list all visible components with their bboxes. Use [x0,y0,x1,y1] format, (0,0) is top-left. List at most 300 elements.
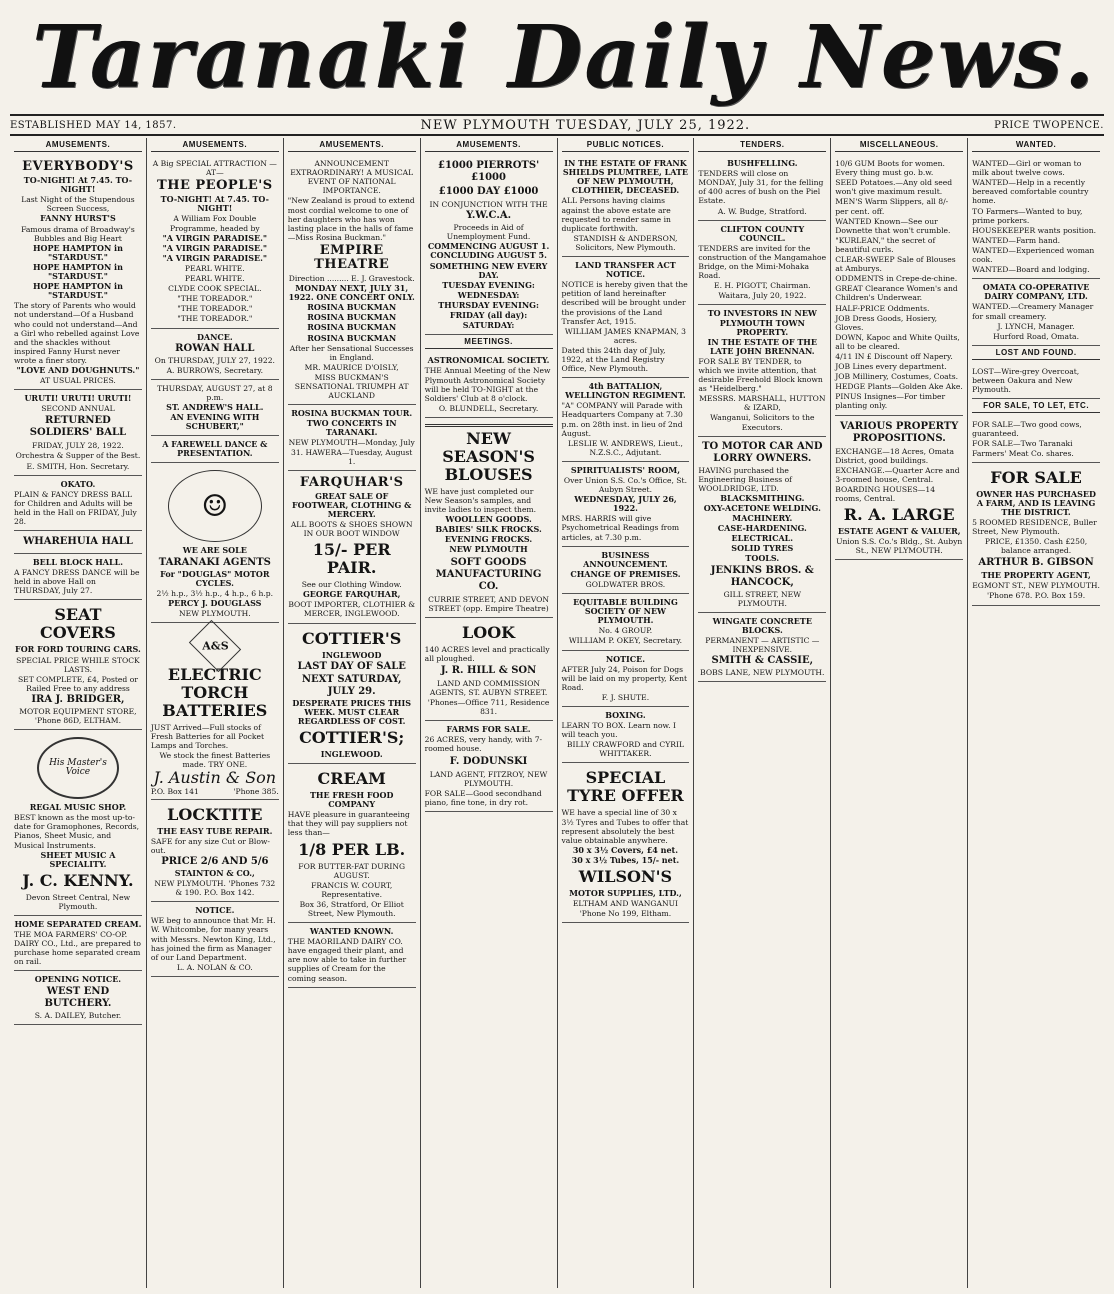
ad-line: SHEET MUSIC A SPECIALITY. [40,849,116,869]
ad-pierrots-day [425,155,553,335]
ad-body: JUST Arrived—Full stocks of Fresh Batteries for all Pocket Lamps and Torches. [150,723,265,751]
notice-line: STANDISH & ANDERSON, Solicitors, New Plymouth. [573,233,678,252]
ad-line: MISS BUCKMAN'S SENSATIONAL TRIUMPH AT AUCKLAND [294,372,409,401]
ad-line: O. BLUNDELL, Secretary. [438,403,539,413]
ad-title: EVERYBODY'S [22,159,134,175]
ad-line: See our Clothing Window. [301,580,402,590]
jester-face-illustration: ☺ [168,470,262,542]
ad-line: ESTATE AGENT & VALUER, [837,526,961,537]
ad-douglas [151,463,279,623]
tender-body: TENDERS will close on MONDAY, July 31, for the felling of 400 acres of bush on the Piel Estate. [698,169,824,206]
ad-title: FOR SALE [990,467,1082,487]
ad-body: WE beg to announce that Mr. H. W. Whitcombe, for many years with Messrs. Newton King, Ltd., has joined the firm as Manager of our Land Department. [150,916,276,962]
ad-line: Famous drama of Broadway's Bubbles and Big Heart [21,224,135,243]
masthead-word-news: News. [800,7,1096,108]
ad-line: BOOT IMPORTER, CLOTHIER & MERCER, INGLEWOOD. [288,600,416,619]
ad-body: BEST known as the most up-to-date for Gramophones, Records, Pianos, Sheet Music, and Musical Instruments. [14,813,140,850]
ad-notice [151,902,279,977]
notice-line: BILLY CRAWFORD and CYRIL WHITTAKER. [566,740,684,759]
double-rule [425,424,553,427]
ad-line: NEW PLYMOUTH. [179,608,251,618]
ad-line: NEXT SATURDAY, JULY 29. [301,673,402,697]
ad-body: BOARDING HOUSES—14 rooms, Central. [835,484,936,503]
ad-line: PRICE 2/6 AND 5/6 [161,855,269,867]
column-7 [831,138,968,1288]
notice-line: Over Union S.S. Co.'s Office, St. Aubyn Street. [563,476,687,495]
ad-line: EGMONT ST., NEW PLYMOUTH. [972,581,1100,591]
ad-body: PLAIN & FANCY DRESS BALL for Children and Adults will be held in the Hall on FRIDAY, July 28. [14,489,137,526]
ad-title: SEAT COVERS [40,605,116,643]
column-header: MISCELLANEOUS. [835,138,963,152]
small-ad: WANTED—Help in a recently bereaved comfortable country home. [972,178,1089,206]
ad-line: IN CONJUNCTION WITH THE [429,200,548,210]
ad-body: WE have just completed our New Season's samples, and invite ladies to inspect them. [424,486,537,515]
signature: J. Austin & Son [153,768,277,788]
ad-astronomical [425,352,553,418]
ad-body: HAVE pleasure in guaranteeing that they will pay suppliers not less than— [287,810,410,838]
notice-land-transfer [562,257,690,378]
ad-line: TUESDAY EVENING: [442,279,535,290]
ad-title: SOFT GOODS MANUFACTURING CO. [435,556,542,592]
column-2 [147,138,284,1288]
ad-title: EMPIRE THEATRE [314,242,390,272]
tender-body: TENDERS are invited for the construction of the Mangamahoe Bridge, on the Mimi-Mohaka Road. [698,243,827,281]
ad-line: MOTOR EQUIPMENT STORE, 'Phone 86D, ELTHAM. [19,706,137,726]
section-header: FOR SALE, TO LET, ETC. [972,399,1100,413]
notice-title: 4th BATTALION, WELLINGTON REGIMENT. [565,381,686,401]
ad-line: L. A. NOLAN & CO. [176,962,253,972]
ad-line: NEW PLYMOUTH. 'Phones 732 & 190. P.O. Box 142. [154,879,276,898]
column-3 [284,138,421,1288]
ad-line: INGLEWOOD. [320,748,383,759]
column-header: AMUSEMENTS. [14,138,142,152]
ad-line: ELTHAM AND WANGANUI [572,899,678,909]
ad-regal-music [14,730,142,916]
ad-title: LOOK [462,622,516,642]
ad-various-property [835,416,963,561]
small-ad: WANTED Known—See our Downette that won't crumble. [835,216,951,235]
notice-body: AFTER July 24, Poison for Dogs will be laid on my property, Kent Road. [561,664,688,692]
ad-line: TO-NIGHT! At 7.45. TO-NIGHT! [23,175,133,195]
notice-title: BUSINESS ANNOUNCEMENT. [583,549,668,569]
ad-line: GEORGE FARQUHAR, [302,589,401,600]
ad-title: WANTED KNOWN. [309,926,394,937]
ad-line: ELECTRICAL. [731,533,794,544]
ad-buckman-tour [288,405,416,471]
ad-body: THE MOA FARMERS' CO-OP. DAIRY CO., Ltd., are prepared to purchase home separated cream on rail. [14,930,141,967]
ad-title: ASTRONOMICAL SOCIETY. [427,355,550,366]
notice-title: IN THE ESTATE OF FRANK SHIELDS PLUMTREE, LATE OF NEW PLYMOUTH, CLOTHIER, DECEASED. [562,158,689,196]
ad-line: WOOLLEN GOODS. [445,514,532,525]
ad-line: FOR BUTTER-FAT DURING AUGUST. [298,861,406,880]
ad-line: HOPE HAMPTON in "STARDUST." [32,261,123,282]
ad-line: 30 x 3½ Tubes, 15/- net. [571,854,680,865]
small-ad: WANTED—Farm hand. [972,235,1061,245]
ad-line: "A VIRGIN PARADISE." [162,242,268,253]
ad-line: FRIDAY, JULY 28, 1922. [32,441,124,451]
small-ad: SEED Potatoes.—Any old seed won't give maximum result. [835,178,953,197]
ad-body: HAVING purchased the Engineering Business of WOOLDRIDGE, LTD. [698,465,792,493]
ad-line: 'Phone 678. P.O. Box 159. [986,591,1086,601]
ad-line: LAND AND COMMISSION AGENTS, ST. AUBYN STREET. [429,678,548,697]
small-ad: PINUS Insignes—For timber planting only. [835,392,946,411]
column-header: AMUSEMENTS. [151,138,279,152]
ad-line: "THE TOREADOR." [177,314,253,324]
ad-the-peoples [151,155,279,328]
ad-line: BOBS LANE, NEW PLYMOUTH. [700,668,825,678]
tender-line: MESSRS. MARSHALL, HUTTON & IZARD, [699,394,826,413]
ad-line: NEW PLYMOUTH [449,544,528,555]
small-ad: JOB Dress Goods, Hosiery, Gloves. [835,313,938,332]
ad-line: After her Sensational Successes in England. [289,343,414,362]
ad-line: Orchestra & Supper of the Best. [15,451,141,461]
ad-body: 26 ACRES, very handy, with 7-roomed house. [424,735,543,754]
ad-line: ALL BOOTS & SHOES SHOWN IN OUR BOOT WINDOW [290,520,413,539]
ad-line: SATURDAY: [462,320,515,331]
ad-line: ROSINA BUCKMAN [307,312,397,323]
ad-line: GILL STREET, NEW PLYMOUTH. [723,589,802,608]
ad-title: WINGATE CONCRETE BLOCKS. [712,615,812,635]
ad-body: "New Zealand is proud to extend most cordial welcome to one of her daughters who has won lasting place in the halls of fame—Miss Rosina Buckman." [287,196,415,242]
ad-line: 'Phone No 199, Eltham. [579,909,672,919]
ad-farms-for-sale [425,721,553,812]
ad-st-andrews [151,380,279,436]
ad-line: Hurford Road, Omata. [993,331,1079,341]
ad-body: WANTED.—Creamery Manager for small creamery. [972,302,1094,321]
ad-title: A FAREWELL DANCE & PRESENTATION. [162,439,268,459]
ad-line: STAINTON & CO., [174,867,255,878]
ad-rosina-buckman [288,155,416,405]
small-ad: CLEAR-SWEEP Sale of Blouses at Amburys. [835,255,956,274]
ad-line: 30 x 3½ Covers, £4 net. [572,844,679,855]
ad-line: Y.W.C.A. [466,210,512,222]
ad-title: ELECTRIC TORCH BATTERIES [162,665,268,720]
ad-line: E. SMITH, Hon. Secretary. [26,461,130,471]
ad-line: SOLID TYRES [731,543,794,554]
notice-body: Dated this 24th day of July, 1922, at the Land Registry Office, New Plymouth. [561,345,666,374]
ad-electric-torch [151,623,279,800]
ad-line: PERMANENT — ARTISTIC — INEXPENSIVE. [705,635,820,655]
ad-title: R. A. LARGE [843,505,955,525]
ad-body: A FANCY DRESS DANCE will be held in above Hall on THURSDAY, July 27. [14,568,140,596]
ad-title: WEST END BUTCHERY. [44,985,112,1009]
masthead-word-daily: Daily [507,7,764,108]
tender-line: Wanganui, Solicitors to the Executors. [710,413,815,432]
ad-title: SMITH & CASSIE, [711,655,814,667]
ad-line: CASE-HARDENING. [717,523,807,534]
notice-line: F. J. SHUTE. [601,692,650,702]
ad-title: ROSINA BUCKMAN TOUR. [291,408,413,419]
ad-price: 15/- PER PAIR. [312,540,391,578]
ad-west-end-butchery [14,971,142,1024]
ad-title: THE PEOPLE'S [157,178,273,194]
notice-body: ALL Persons having claims against the above estate are requested to render same in duplicate forthwith. [561,196,671,233]
ad-title: ARTHUR B. GIBSON [978,557,1094,569]
column-header: AMUSEMENTS. [425,138,553,152]
ad-title: WHAREHUIA HALL [23,536,133,548]
ad-title: ROWAN HALL [175,342,255,354]
column-header: PUBLIC NOTICES. [562,138,690,152]
ad-line: DESPERATE PRICES THIS WEEK. MUST CLEAR REGARDLESS OF COST. [292,697,412,726]
small-ad: DOWN, Kapoc and White Quilts, all to be cleared. [835,332,960,351]
ad-title: FARQUHAR'S [299,474,404,490]
small-ad: FOR SALE—Two Taranaki Farmers' Meat Co. shares. [972,439,1074,458]
notice-boxing [562,707,690,763]
ad-title: COTTIER'S; [299,727,405,747]
his-masters-voice-logo [37,737,119,799]
column-6 [694,138,831,1288]
ad-look [425,618,553,722]
tender-title: BUSHFELLING. [727,158,798,169]
notice-title: EQUITABLE BUILDING SOCIETY OF NEW PLYMOUTH. [573,597,678,626]
ad-title: TARANAKI AGENTS [158,556,271,568]
ad-title: COTTIER'S [302,628,402,648]
ad-body: 5 ROOMED RESIDENCE, Buller Street, New Plymouth. [972,517,1097,536]
ad-title: FARMS FOR SALE. [446,724,531,735]
ad-title: OPENING NOTICE. [34,974,122,985]
small-ad: MEN'S Warm Slippers, all 8/- per cent. off. [835,197,949,216]
ad-line: CLYDE COOK SPECIAL. [168,284,262,294]
tender-brennan-estate [698,305,826,436]
ad-uruti [14,390,142,475]
misc-small-ads [835,155,963,415]
ad-line: Devon Street Central, New Plymouth. [25,892,131,911]
ad-line: CURRIE STREET, AND DEVON STREET (opp. Empire Theatre) [428,594,550,613]
ad-line: MOTOR SUPPLIES, LTD., [569,888,682,898]
small-ad: JOB Millinery, Costumes, Coats. [835,372,959,382]
ad-line: FRANCIS W. COURT, Representative. [311,880,393,899]
ad-line: HOPE HAMPTON in "STARDUST." [32,242,123,262]
ad-title: HOME SEPARATED CREAM. [14,918,142,929]
notice-line: LESLIE W. ANDREWS, Lieut., N.Z.S.C., Adjutant. [568,438,683,457]
ad-title: J. C. KENNY. [22,870,134,890]
ad-contact [151,787,279,796]
column-5 [558,138,695,1288]
column-header: AMUSEMENTS. [288,138,416,152]
ad-body: THE Annual Meeting of the New Plymouth Astronomical Society will be held TO-NIGHT at the Soldiers' Club at 8 o'clock. [424,366,551,403]
columns [10,138,1104,1288]
ad-title: NEW SEASON'S BLOUSES [442,428,535,484]
established-date: ESTABLISHED MAY 14, 1857. [10,119,177,131]
ad-title: OMATA CO-OPERATIVE DAIRY COMPANY, LTD. [982,282,1090,302]
ad-line: ROSINA BUCKMAN [307,332,397,343]
ad-line: THE PROPERTY AGENT, [981,570,1091,581]
notice-plumtree-estate [562,155,690,257]
section-header: LOST AND FOUND. [972,346,1100,360]
notice-line: WEDNESDAY, JULY 26, 1922. [574,494,677,514]
ad-rowan-hall [151,329,279,380]
ad-cream [288,764,416,923]
tender-line: IN THE ESTATE OF THE LATE JOHN BRENNAN. [707,336,817,356]
ad-line: GREAT SALE OF FOOTWEAR, CLOTHING & MERCERY. [291,490,412,519]
small-ad: LOST—Wire-grey Overcoat, between Oakura and New Plymouth. [972,366,1080,395]
ad-line: 2½ h.p., 3½ h.p., 4 h.p., 6 h.p. [156,588,274,598]
ad-special-tyre [562,763,690,923]
ad-line: MACHINERY. [732,513,793,524]
notice-spiritualists [562,462,690,547]
ad-farquhars [288,471,416,624]
ad-line: NEW PLYMOUTH—Monday, July 31. HAWERA—Tuesday, August 1. [288,438,415,466]
price: PRICE TWOPENCE. [994,119,1104,131]
small-ad: TO Farmers—Wanted to buy, prime porkers. [972,206,1083,225]
ad-jenkins-bros [698,437,826,613]
ad-line: BABIES' SILK FROCKS. [435,524,542,535]
ad-line: THURSDAY EVENING: [438,299,539,310]
masthead [10,6,1104,110]
ad-title: DANCE. [196,331,233,342]
ad-line: SECOND ANNUAL [41,404,115,414]
ad-line: ROSINA BUCKMAN [307,302,397,313]
ad-line: A William Fox Double Programme, headed by [169,214,260,233]
ad-title: JENKINS BROS. & HANCOCK, [710,564,814,588]
ad-line: SOMETHING NEW EVERY DAY. [429,260,548,280]
issue-date: NEW PLYMOUTH TUESDAY, JULY 25, 1922. [420,117,751,133]
dateline [10,114,1104,136]
ad-title: RETURNED SOLDIERS' BALL [29,415,127,439]
ad-line: A Big SPECIAL ATTRACTION —AT— [152,159,277,178]
notice-equitable [562,594,690,650]
ad-line: LAND AGENT, FITZROY, NEW PLYMOUTH. [429,769,548,788]
ad-line: On THURSDAY, JULY 27, 1922. [154,355,275,365]
ad-line: For "DOUGLAS" MOTOR CYCLES. [160,568,270,588]
logo-text: A&S [201,639,229,653]
small-ad: 4/11 IN £ Discount off Napery. [835,351,953,361]
ad-title: £1000 PIERROTS' £1000 [437,160,540,184]
notice-title: SPIRITUALISTS' ROOM, [570,464,681,475]
ad-line: MR. MAURICE D'OISLY, [304,362,399,372]
column-8 [968,138,1104,1288]
small-ad: WANTED—Experienced woman cook. [972,245,1095,265]
column-header: TENDERS. [698,138,826,152]
ad-title: REGAL MUSIC SHOP. [29,802,127,813]
notice-line: CHANGE OF PREMISES. [570,568,681,579]
ad-line: WEDNESDAY: [457,289,520,300]
ad-wingate [698,613,826,682]
ad-home-cream [14,916,142,971]
ad-line: INGLEWOOD [321,649,382,660]
small-ad: ODDMENTS in Crepe-de-chine. [835,274,958,284]
small-ad: "KURLEAN," the secret of beautiful curls. [835,235,936,254]
ad-title: £1000 DAY £1000 [438,186,539,198]
ad-line: Direction ......... E. J. Gravestock. [288,273,415,283]
section-header: MEETINGS. [425,335,553,349]
ad-line: Union S.S. Co.'s Bldg., St. Aubyn St., NEW PLYMOUTH. [836,537,963,556]
ad-title: VARIOUS PROPERTY PROPOSITIONS. [840,420,959,444]
ad-line: IRA J. BRIDGER, [31,693,125,705]
tender-title: CLIFTON COUNTY COUNCIL. [720,223,805,243]
ad-okato [14,476,142,531]
ad-body: 140 ACRES level and practically all ploughed. [424,644,550,663]
notice-body: MRS. HARRIS will give Psychometrical Readings from articles, at 7.30 p.m. [561,514,680,542]
po-box: P.O. Box 141 [150,786,199,796]
ad-line: Box 36, Stratford, Or Elliot Street, New Plymouth. [299,899,404,918]
tender-title: TO INVESTORS IN NEW PLYMOUTH TOWN PROPERTY. [707,308,817,337]
notice-title: LAND TRANSFER ACT NOTICE. [575,260,676,280]
ad-line: URUTI! URUTI! URUTI! [24,393,132,404]
notice-body: "A" COMPANY will Parade with Headquarters Company at 7.30 p.m. on 28th inst. in lieu of 2nd August. [561,401,683,438]
ad-line: THURSDAY, AUGUST 27, at 8 p.m. [157,383,273,402]
wanted-small-ads [972,155,1100,279]
ad-line: MONDAY NEXT, JULY 31, 1922. ONE CONCERT ONLY. [288,283,415,303]
ad-line: FRIDAY (all day): [449,310,528,321]
ad-line: SPECIAL PRICE WHILE STOCK LASTS. [16,655,140,674]
tender-bushfelling [698,155,826,221]
ad-body: EXCHANGE—18 Acres, Omata District, good buildings. [835,446,955,465]
masthead-word-taranaki: Taranaki [32,7,472,108]
ad-line: Last Night of the Stupendous Screen Success, [21,195,135,214]
ad-body: THE MAORILAND DAIRY CO. have engaged their plant, and are now able to take in further supplies of Cream for the coming season. [287,937,407,983]
ad-line: TOOLS. [745,553,780,564]
phone: 'Phone 385. [233,786,279,796]
sale-small-ads [972,416,1100,462]
small-ad: WANTED—Board and lodging. [972,265,1090,275]
ad-line: "LOVE AND DOUGHNUTS." [16,364,140,375]
ad-farewell-dance [151,436,279,463]
small-ad: FOR SALE—Two good cows, guaranteed. [972,420,1082,439]
ad-wharehuia [14,531,142,554]
ad-line: BLACKSMITHING. [720,492,805,503]
tender-line: A. W. Budge, Stratford. [717,206,807,216]
ad-title: LOCKTITE [167,804,263,824]
ad-line: TO-NIGHT! At 7.45. TO-NIGHT! [160,194,269,214]
ad-line: "THE TOREADOR." [177,304,253,314]
ad-line: ANNOUNCEMENT EXTRAORDINARY! A MUSICAL EVENT OF NATIONAL IMPORTANCE. [290,159,414,196]
ad-title: ST. ANDREW'S HALL. [166,401,264,412]
ad-title: SPECIAL TYRE OFFER [567,768,684,806]
ad-line: ROSINA BUCKMAN [307,322,397,333]
ad-title: OKATO. [60,478,96,489]
notice-goldwater [562,547,690,594]
ad-line: A. BURROWS, Secretary. [166,365,264,375]
notice-body: LEARN TO BOX. Learn now. I will teach you. [561,721,676,740]
ad-line: FANNY HURST'S [40,213,116,224]
small-ad: HALF-PRICE Oddments. [835,303,930,313]
small-ad: HEDGE Plants—Golden Ake Ake. [835,382,963,392]
tender-clifton-county [698,221,826,306]
ad-body: EXCHANGE.—Quarter Acre and 3-roomed house, Central. [835,465,960,484]
tender-line: Waitara, July 20, 1922. [718,291,807,301]
ad-line: PERCY J. DOUGLASS [168,597,262,608]
small-ad: 10/6 GUM Boots for women. Every thing must go. b.w. [835,159,945,178]
ad-title: CREAM [317,769,386,789]
ad-bell-block [14,554,142,600]
ad-title: TO MOTOR CAR AND LORRY OWNERS. [702,440,823,464]
ad-cottiers [288,624,416,764]
ad-line: THE FRESH FOOD COMPANY [309,790,394,810]
notice-line: GOLDWATER BROS. [585,579,666,589]
ad-body: FOR SALE—Good secondhand piano, fine tone, in dry rot. [424,788,542,807]
ad-line: WE ARE SOLE [182,545,247,556]
small-ad: WANTED—Girl or woman to milk about twelve cows. [972,159,1082,178]
notice-body: NOTICE is hereby given that the petition of land hereinafter described will be brought under the provisions of the Land Transfer Act, 1915. [561,280,688,326]
ad-line: 'Phones—Office 711, Residence 831. [427,698,550,717]
ad-title: AN EVENING WITH SCHUBERT," [170,412,260,432]
ad-line: EVENING FROCKS. [444,534,533,545]
ad-new-season-blouses [425,418,553,618]
ad-line: SET COMPLETE, £4, Posted or Railed Free to any address [17,674,138,693]
column-header: WANTED. [972,138,1100,152]
ad-line: S. A. DAILEY, Butcher. [34,1010,122,1020]
ad-body: The story of Parents who would not understand—Of a Husband who could not understand—And a Girl who rebelled against Love and the shackles without inspired Fanny Hurst never wrote a finer story. [14,301,140,365]
small-ad: GREAT Clearance Women's and Children's Underwear. [835,284,958,303]
ad-line: We stock the finest Batteries made. TRY ONE. [159,751,271,770]
ad-maoriland-dairy [288,923,416,988]
ad-line: FOR FORD TOURING CARS. [15,644,141,655]
ad-seat-covers [14,600,142,730]
ad-line: "A VIRGIN PARADISE." [162,232,268,243]
notice-shute [562,651,690,707]
ad-line: J. LYNCH, Manager. [997,321,1075,331]
